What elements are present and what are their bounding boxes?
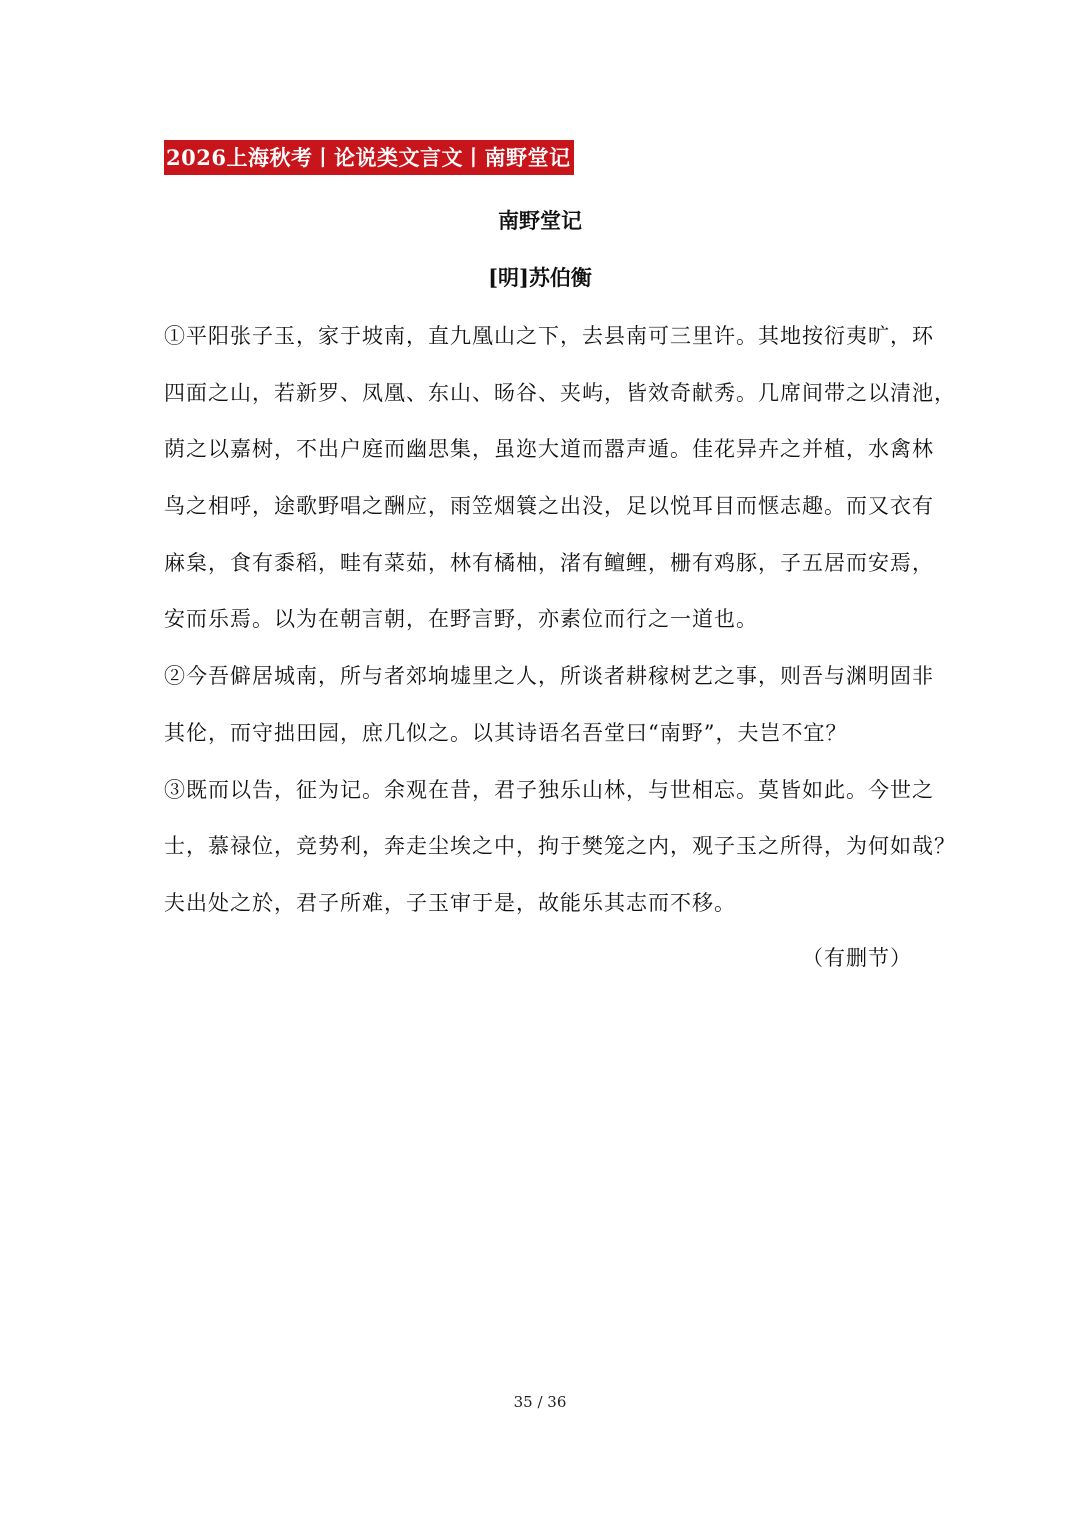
- text-line: ①平阳张子玉，家于坡南，直九凰山之下，去县南可三里许。其地按衍夷旷，环: [164, 324, 934, 348]
- text-line: 夫出处之於，君子所难，子玉审于是，故能乐其志而不移。: [164, 890, 736, 915]
- text-line: 鸟之相呼，途歌野唱之酬应，雨笠烟簑之出没，足以悦耳目而惬志趣。而又衣有: [164, 494, 934, 519]
- header-banner: 2026上海秋考丨论说类文言文丨南野堂记: [164, 140, 574, 175]
- text-line: 士，慕禄位，竞势利，奔走尘埃之中，拘于樊笼之内，观子玉之所得，为何如哉？: [164, 834, 956, 859]
- text-line: 麻枲，食有黍稻，畦有菜茹，林有橘柚，渚有鳣鲤，栅有鸡豚，子五居而安焉，: [164, 550, 934, 575]
- article-body: [164, 318, 956, 942]
- text-line: 四面之山，若新罗、凤凰、东山、旸谷、夹屿，皆效奇献秀。几席间带之以清池，: [164, 380, 956, 405]
- abridged-note: （有删节）: [802, 946, 912, 970]
- text-line: 其伦，而守拙田园，庶几似之。以其诗语名吾堂曰“南野”，夫岂不宜？: [164, 720, 848, 745]
- text-line: 荫之以嘉树，不出户庭而幽思集，虽迩大道而嚣声遁。佳花异卉之并植，水禽林: [164, 437, 934, 462]
- text-line: 安而乐焉。以为在朝言朝，在野言野，亦素位而行之一道也。: [164, 607, 758, 632]
- article-author: [明]苏伯衡: [488, 265, 592, 290]
- text-line: ②今吾僻居城南，所与者郊垧墟里之人，所谈者耕稼树艺之事，则吾与渊明固非: [164, 664, 934, 689]
- article-title: 南野堂记: [498, 208, 582, 233]
- page-number: 35 / 36: [513, 1393, 567, 1411]
- text-line: ③既而以告，征为记。余观在昔，君子独乐山林，与世相忘。莫皆如此。今世之: [164, 777, 934, 802]
